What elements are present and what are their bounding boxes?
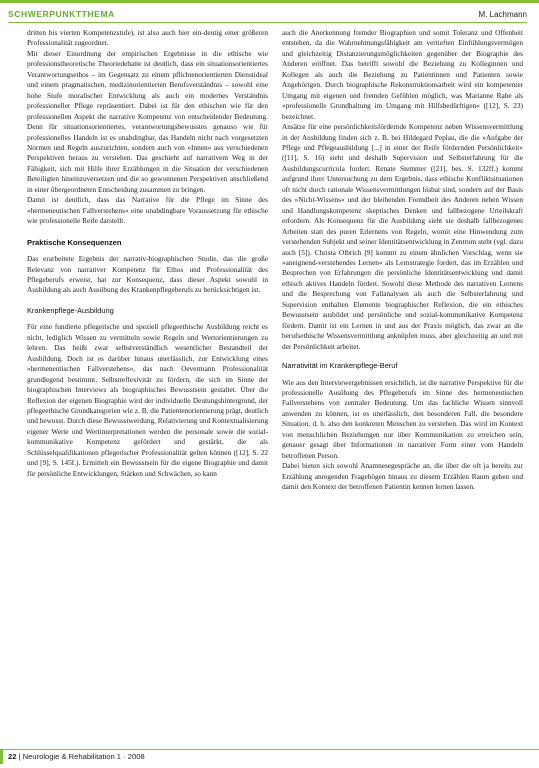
paragraph: Dabei bieten sich sowohl Anamnesegespräche an, die über die oft ja bereits zur Erzählung anregenden Fragebögen hinaus zu diesem Erzählen Raum geben und damit den Kontext der betroffenen Patientin kennen lernen lassen. [282,461,523,492]
paragraph: Für eine fundierte pflegerische und speziell pflegeethische Ausbildung reicht es nicht, lediglich Wissen zu vermitteln sowie Regeln und Wertorientierungen zu lehren. Das heißt zwar selbstverständlich wesentlicher Bestandteil der Ausbildung. Doch ist es darüber hinaus unerlässlich, zur Entwicklung eines »hermeneutischen Fallverstehens«, das nach Oevermann Professionalität grundlegend bestimmt, Selbstreflexivität zu fördern, die sich im Sinne der biographischen Interviews als biographisches Bewusstsein gestaltet. Über die Reflexion der eigenen Biographie wird der individuelle Deutungshintergrund, der pflegeethische Grundkategorien wie z. B. die Patientenorientierung prägt, deutlich und bewusst. Durch diese Bewusstwerdung, Relativierung und Kontextualisierung eigener Werte und Wertinterpretationen werden die personale sowie die sozial-kommunikative Kompetenz gefördert und gestärkt, die als Schlüsselqualifikationen pflegerischer Professionalität gelten können ([12], S. 22 und [9], S. 145f.). Ermittelt ein Bewusstsein für die eigene Biographie und damit für persönliche Entwicklungen, Stärken und Schwächen, so kann [27,322,268,478]
paragraph: Ansätze für eine persönlichkeitsfördernde Kompetenz neben Wissensvermittlung in der Ausbildung finden sich z. B. bei Hildegard Peplau, die die »Aufgabe der Pflege und Pflegeausbildung [...] in einer der Reife fördernden Persönlichkeit« ([11], S. 16) sieht und deshalb Supervision und Selbsterfahrung für die Ausbildungscurricula fordert. Renate Stemmer ([21], bes. S. 132ff.) kommt aufgrund ihrer Untersuchung zu dem Ergebnis, dass ethische Konfliktsituationen oft nicht durch rationale Wissensvermittlungen lösbar sind, sondern auf der Basis des »Nicht-Wissens« und der bleibenden Fremdheit des Anderen neben Wissen und Handlungskompetenz skeptisches Denken und fallbezogene Urteilskraft erfordern. Als Konsequenz für die Ausbildung sieht sie deshalb fallbezogenes Arbeiten statt des puren Erlernens von Regeln, womit eine Hinwendung zum verstehenden Subjekt und seiner Identitätsentwicklung in Zentrum steht (vgl. dazu auch [5]). Christa Olbrich [9] kommt zu einem ähnlichen Vorschlag, wenn sie »aneignend-verstehendes Lernen« als Lernstrategie fordert, das im Erzählen und Besprechen von Erfahrungen die persönliche Identitätsentwicklung und damit ethisch aktives Handeln fördert. Sowohl diese Methode des narrativen Lernens und die Besprechung von Fallanalysen als auch die Selbsterfahrung und Supervision enthalten Elemente biographischer Reflexion, die ein ethisches Bewusstsein ausbildet und persönliche und sozial-kommunikative Kompetenz fördern. Damit ist ein Lernen in und aus der Praxis möglich, das zwar an die berufsethische Wissensvermittlung anknüpfen muss, aber gleichzeitig an und mit der Persönlichkeit arbeitet. [282,122,523,351]
page-header [8,6,527,22]
journal-name: Neurologie & Rehabilitation 1 · 2008 [22,752,145,761]
author-label: M. Lachmann [478,9,527,19]
header-accent-bar [0,0,539,3]
page-number: 22 [8,752,17,761]
paragraph: Mit dieser Einordnung der empirischen Ergebnisse in die ethische wie professionstheoretische Theoriedebatte ist deutlich, dass ein situationsorientiertes Verantwortungsethos – im Gegensatz zu einem pflichtenorientierten Dienstideal und einem pragmatischen, medizinorientierten Berufsverständnis – sowohl eine hohe Stufe moralischer Entwicklung als auch ein modernes Verständnis professioneller Pflege repräsentiert. Dabei ist für den ethischen wie für den professionellen Aspekt die narrative Kompetenz von entscheidender Bedeutung. Denn für situationsorientiertes, verantwortungsbewusstes genauso wie für professionelles Handeln ist es unabdingbar, das Handeln nicht nach vorgesetzten Normen und Regeln auszurichten, sondern auch von »Innen« aus verschiedenen Perspektiven heraus zu verstehen. Das geschieht auf narrativem Weg in der Fähigkeit, sich mit Hilfe ihrer Erzählungen in die Situation der verschiedenen Beteiligten hineinzuversetzen und die so gewonnenen Perspektiven anschließend in einer übergeordneten Entscheidung zusammen zu bringen. [27,48,268,194]
footer-separator: | [18,752,23,761]
subheading-nursing-training: Krankenpflege-Ausbildung [27,305,114,315]
paragraph: Wie aus den Interviewergebnissen ersichtlich, ist die narrative Perspektive für die professionelle Ausübung des Pflegeberufs im Sinne des hermeneutischen Fallverstehens von zentraler Bedeutung. Um das fachliche Wissen sinnvoll anwenden zu können, ist es unerlässlich, den besonderen Fall, die besondere Situation, d. h. also den konkreten Menschen zu verstehen. Das wird im Kontext von menschlichen Beziehungen nur über Kommunikation zu erreichen sein, genauer gesagt über Informationen in narrativer Form einer vom Handeln betroffenen Person. [282,377,523,460]
footer-divider [0,749,539,750]
right-column [282,28,523,738]
section-label: SCHWERPUNKTTHEMA [8,9,115,19]
footer-accent-bar [0,750,3,764]
heading-practical-consequences: Praktische Konsequenzen [27,237,122,247]
header-divider [8,22,527,23]
paragraph: Damit ist deutlich, dass das Narrative für die Pflege im Sinne des »hermeneutischen Fallverstehens« eine unabdingbare Voraussetzung für ethische wie professionelle Reife darstellt. [27,195,268,226]
left-column [27,28,268,738]
paragraph: auch die Anerkennung fremder Biographien und somit Toleranz und Offenheit entstehen, da die Wahrnehmungsfähigkeit am vertieften Einfühlungsvermögen und gleichzeitig Distanzierungsmöglichkeiten gegenüber der Biographie des Anderen eröffnet. Das betrifft sowohl die Beziehung zu Kolleginnen und Kollegen als auch die Beziehung zu Patientinnen und Patienten sowie Angehörigen. Durch biographische Rekonstruktionsarbeit wird ein kompetenter Umgang mit eigenen und fremden Gefühlen möglich, was Marianne Rabe als »professionelle Grundhaltung im Umgang mit Hilfsbedürftigen« ([12], S. 23) bezeichnet. [282,28,523,121]
paragraph: dritten bis vierten Kompetenzstufe), ist also auch hier ein-deutig einer größeren Professionalität zugeordnet. [27,28,268,48]
page-footer [0,746,539,768]
paragraph: Das erarbeitete Ergebnis der narrativ-biographischen Studie, das die große Relevanz von narrativer Kompetenz für Ethos und Professionalität des Pflegeberufs erweist, hat zur Konsequenz, dass dieser Aspekt sowohl in Ausbildung als auch Ausübung des Krankenpflegeberufs zu berücksichtigen ist. [27,254,268,295]
subheading-narrativity-profession: Narrativität im Krankenpflege-Beruf [282,361,398,371]
footer-text [8,752,145,761]
